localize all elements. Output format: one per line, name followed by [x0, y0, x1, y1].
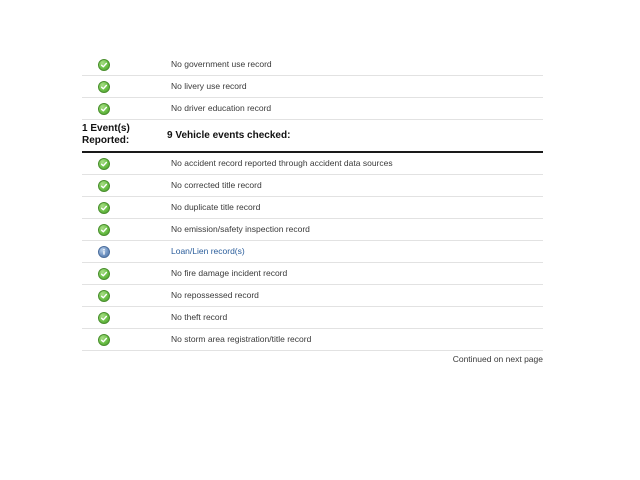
list-item — [82, 153, 543, 175]
check-circle-icon — [98, 202, 110, 214]
record-text: No accident record reported through accident data sources — [171, 158, 393, 168]
list-item — [82, 307, 543, 329]
check-circle-icon — [98, 103, 110, 115]
list-item — [82, 54, 543, 76]
continued-note: Continued on next page — [452, 354, 543, 364]
list-item — [82, 241, 543, 263]
record-text: No driver education record — [171, 103, 272, 113]
check-circle-icon — [98, 312, 110, 324]
list-item — [82, 76, 543, 98]
check-circle-icon — [98, 224, 110, 236]
check-circle-icon — [98, 290, 110, 302]
check-circle-icon — [98, 81, 110, 93]
check-circle-icon — [98, 268, 110, 280]
loan-lien-record-link[interactable]: Loan/Lien record(s) — [171, 246, 245, 256]
check-circle-icon — [98, 334, 110, 346]
record-text: No government use record — [171, 59, 272, 69]
check-circle-icon — [98, 158, 110, 170]
section-header — [82, 120, 543, 153]
vehicle-history-report — [82, 54, 543, 351]
list-item — [82, 285, 543, 307]
list-item — [82, 329, 543, 351]
info-circle-icon — [98, 246, 110, 258]
record-text: No repossessed record — [171, 290, 259, 300]
record-text: No fire damage incident record — [171, 268, 288, 278]
record-text: No livery use record — [171, 81, 247, 91]
record-text: No storm area registration/title record — [171, 334, 312, 344]
list-item — [82, 263, 543, 285]
list-item — [82, 219, 543, 241]
record-text: No corrected title record — [171, 180, 262, 190]
list-item — [82, 197, 543, 219]
list-item — [82, 98, 543, 120]
record-text: No emission/safety inspection record — [171, 224, 310, 234]
check-circle-icon — [98, 59, 110, 71]
record-text: No theft record — [171, 312, 228, 322]
list-item — [82, 175, 543, 197]
events-checked-label: 9 Vehicle events checked: — [167, 130, 291, 141]
record-text: No duplicate title record — [171, 202, 261, 212]
check-circle-icon — [98, 180, 110, 192]
events-reported-label: 1 Event(s) Reported: — [82, 123, 130, 146]
